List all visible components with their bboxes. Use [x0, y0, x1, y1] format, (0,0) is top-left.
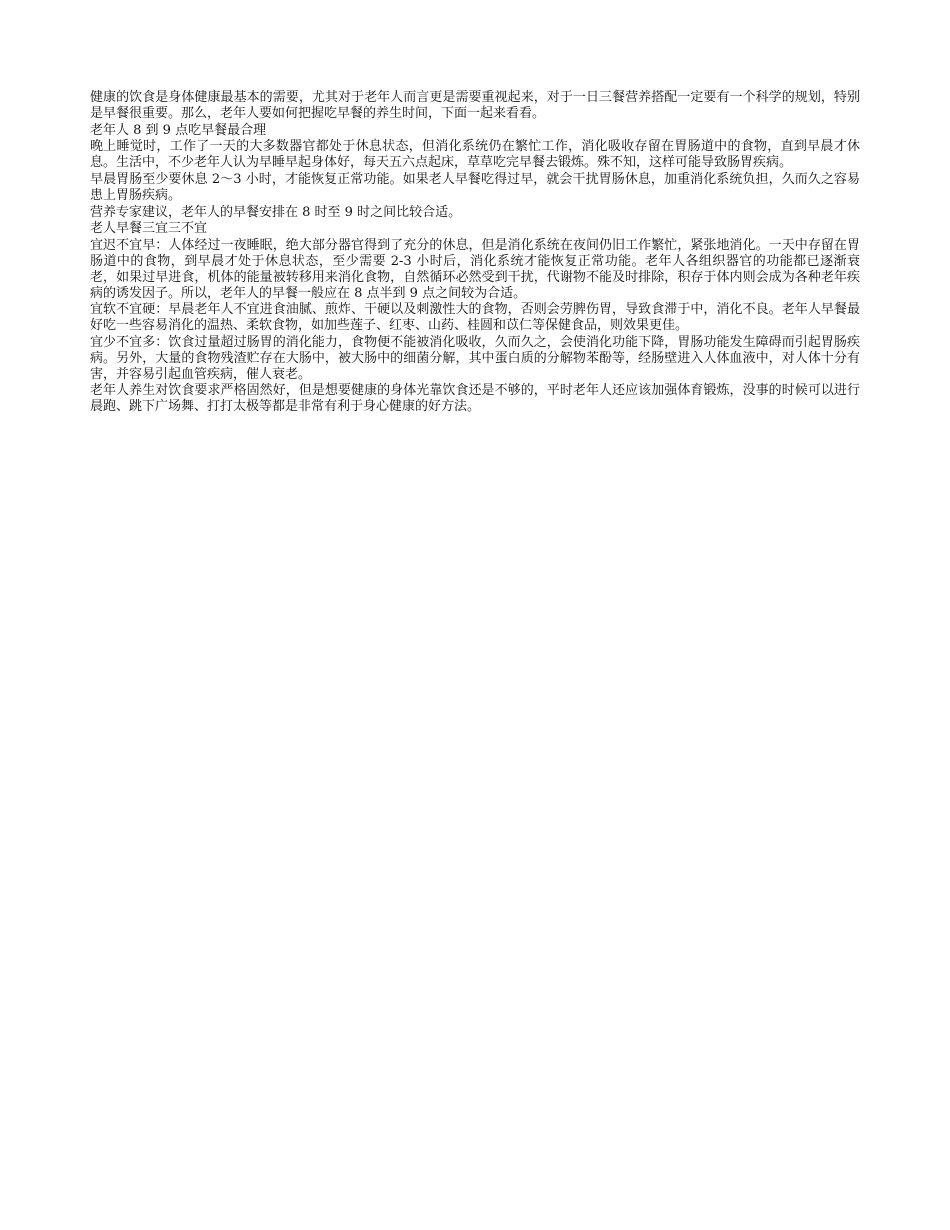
section-heading-breakfast-time: 老年人 8 到 9 点吃早餐最合理 — [90, 122, 267, 138]
paragraph-expert-advice: 营养专家建议，老年人的早餐安排在 8 时至 9 时之间比较合适。 — [90, 204, 462, 220]
paragraph-less-not-more: 宜少不宜多：饮食过量超过肠胃的消化能力，食物便不能被消化吸收，久而久之，会使消化功能下降，胃肠功能发生障碍而引起胃肠疾病。另外，大量的食物残渣贮存在大肠中，被大肠中的细菌分解，其中蛋白质的分解物苯酚等，经肠壁进入人体血液中，对人体十分有害，并容易引起血管疾病，催人衰老。 — [90, 334, 860, 382]
paragraph-stomach-rest: 早晨胃肠至少要休息 2～3 小时，才能恢复正常功能。如果老人早餐吃得过早，就会干扰胃肠休息，加重消化系统负担，久而久之容易患上胃肠疾病。 — [90, 171, 860, 203]
intro-paragraph: 健康的饮食是身体健康最基本的需要，尤其对于老年人而言更是需要重视起来，对于一日三餐营养搭配一定要有一个科学的规划，特别是早餐很重要。那么，老年人要如何把握吃早餐的养生时间，下面一起来看看。 — [90, 90, 860, 121]
document-body — [90, 90, 860, 416]
section-heading-three-dos-donts: 老人早餐三宜三不宜 — [90, 221, 208, 237]
paragraph-digestion-at-night: 晚上睡觉时，工作了一天的大多数器官都处于休息状态，但消化系统仍在繁忙工作，消化吸收存留在胃肠道中的食物，直到早晨才休息。生活中，不少老年人认为早睡早起身体好，每天五六点起床，草草吃完早餐去锻炼。殊不知，这样可能导致肠胃疾病。 — [90, 139, 860, 171]
paragraph-soft-not-hard: 宜软不宜硬：早晨老年人不宜进食油腻、煎炸、干硬以及刺激性大的食物，否则会劳脾伤胃，导致食滞于中，消化不良。老年人早餐最好吃一些容易消化的温热、柔软食物，如加些莲子、红枣、山药、桂圆和苡仁等保健食品，则效果更佳。 — [90, 302, 860, 334]
paragraph-exercise: 老年人养生对饮食要求严格固然好，但是想要健康的身体光靠饮食还是不够的，平时老年人还应该加强体育锻炼，没事的时候可以进行晨跑、跳下广场舞、打打太极等都是非常有利于身心健康的好方法。 — [90, 383, 860, 415]
paragraph-late-not-early: 宜迟不宜早：人体经过一夜睡眠，绝大部分器官得到了充分的休息，但是消化系统在夜间仍旧工作繁忙，紧张地消化。一天中存留在胃肠道中的食物，到早晨才处于休息状态，至少需要 2-3 小时后，消化系统才能恢复正常功能。老年人各组织器官的功能都已逐渐衰老，如果过早进食，机体的能量被转移用来消化食物，自然循环必然受到干扰，代谢物不能及时排除，积存于体内则会成为各种老年疾病的诱发因子。所以，老年人的早餐一般应在 8 点半到 9 点之间较为合适。 — [90, 238, 860, 301]
